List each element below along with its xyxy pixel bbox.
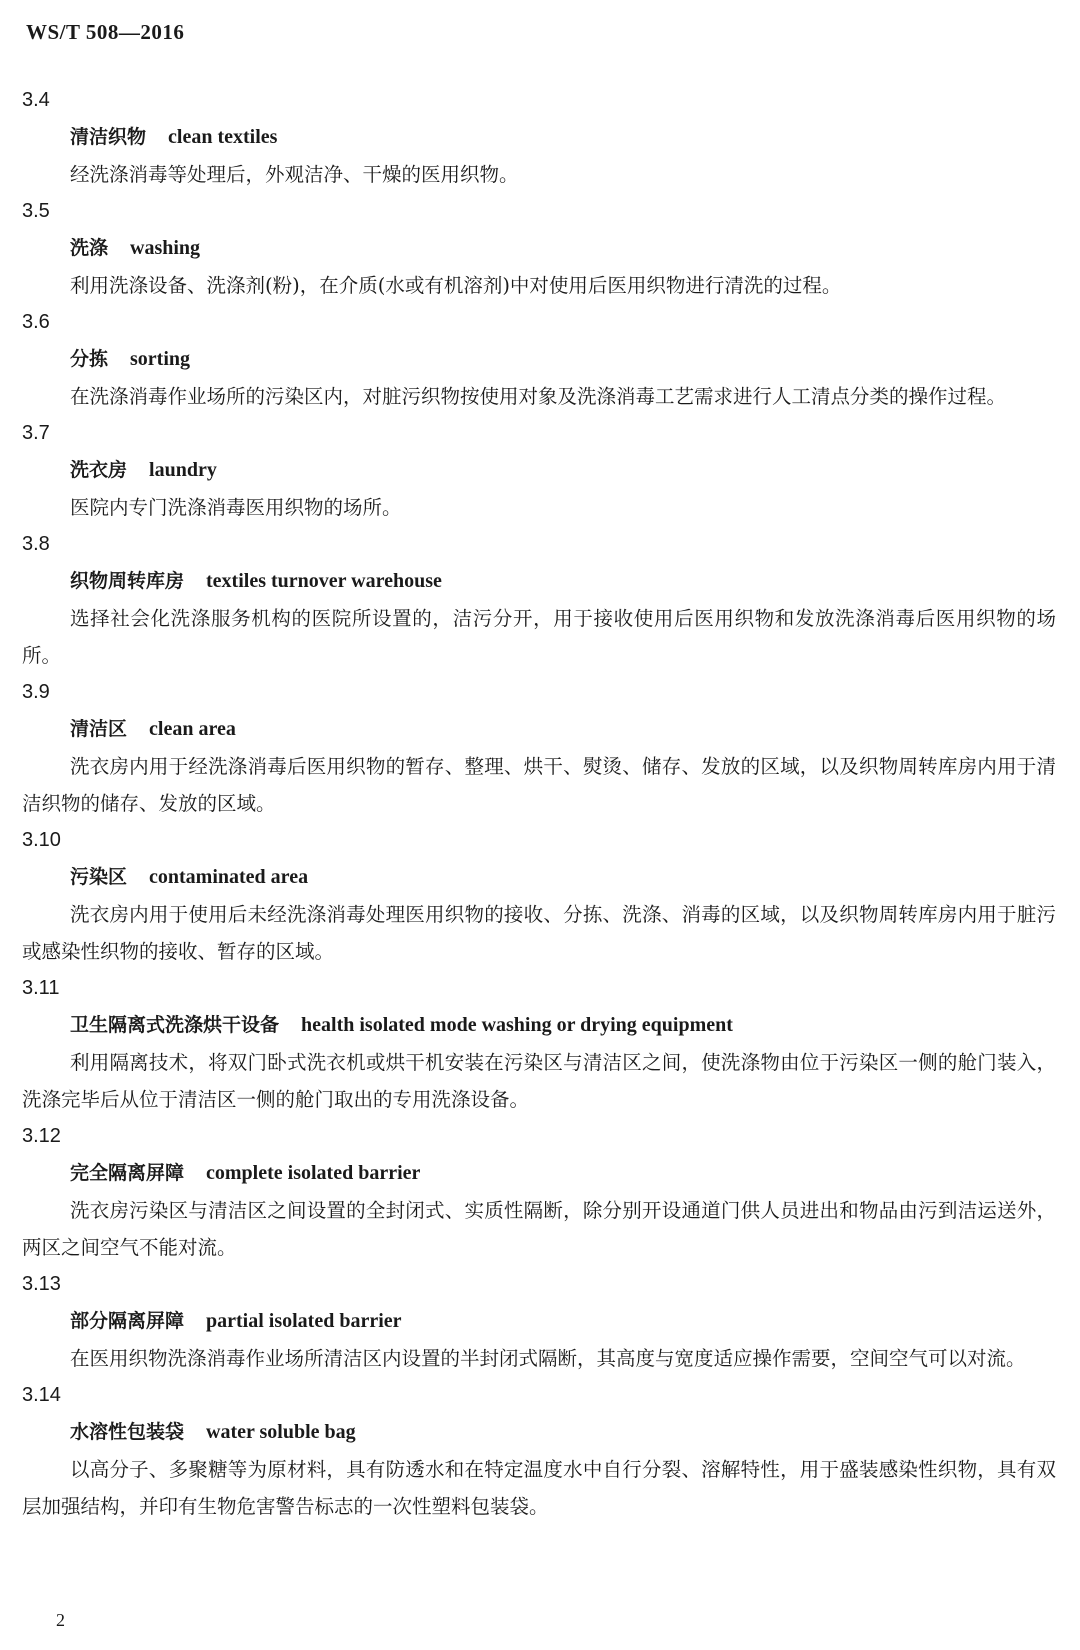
term-english: water soluble bag: [206, 1421, 356, 1443]
term-definitions: [0, 82, 1080, 1525]
term-definition: 洗衣房污染区与清洁区之间设置的全封闭式、实质性隔断，除分别开设通道门供人员进出和物品由污到洁运送外，两区之间空气不能对流。: [22, 1199, 1056, 1259]
term-chinese: 洗衣房: [70, 459, 128, 481]
term-english: washing: [130, 237, 201, 259]
term-entry: [0, 1266, 1080, 1377]
term-english: textiles turnover warehouse: [206, 570, 442, 592]
standard-code: WS/T 508—2016: [26, 20, 185, 44]
term-definition: 经洗涤消毒等处理后，外观洁净、干燥的医用织物。: [70, 163, 519, 186]
clause-number: 3.11: [22, 977, 60, 999]
term-chinese: 水溶性包装袋: [70, 1421, 185, 1443]
term-heading: [70, 1007, 1080, 1044]
page-number: 2: [56, 1610, 65, 1630]
term-chinese: 部分隔离屏障: [70, 1310, 185, 1332]
clause-number: 3.5: [22, 200, 50, 222]
term-heading: [70, 341, 1080, 378]
term-chinese: 分拣: [70, 348, 109, 370]
clause-number: 3.12: [22, 1125, 61, 1147]
term-entry: [0, 1377, 1080, 1525]
term-entry: [0, 674, 1080, 822]
term-heading: [70, 452, 1080, 489]
term-definition: 洗衣房内用于经洗涤消毒后医用织物的暂存、整理、烘干、熨烫、储存、发放的区域，以及织物周转库房内用于清洁织物的储存、发放的区域。: [22, 755, 1056, 815]
clause-number: 3.9: [22, 681, 50, 703]
term-entry: [0, 415, 1080, 526]
clause-number: 3.7: [22, 422, 50, 444]
clause-number: 3.10: [22, 829, 61, 851]
term-definition: 医院内专门洗涤消毒医用织物的场所。: [70, 496, 402, 519]
term-definition: 以高分子、多聚糖等为原材料，具有防透水和在特定温度水中自行分裂、溶解特性，用于盛装感染性织物，具有双层加强结构，并印有生物危害警告标志的一次性塑料包装袋。: [22, 1458, 1056, 1518]
term-english: partial isolated barrier: [206, 1310, 402, 1332]
term-definition: 洗衣房内用于使用后未经洗涤消毒处理医用织物的接收、分拣、洗涤、消毒的区域，以及织物周转库房内用于脏污或感染性织物的接收、暂存的区域。: [22, 903, 1056, 963]
term-heading: [70, 230, 1080, 267]
term-chinese: 完全隔离屏障: [70, 1162, 185, 1184]
term-definition: 在洗涤消毒作业场所的污染区内，对脏污织物按使用对象及洗涤消毒工艺需求进行人工清点分类的操作过程。: [70, 385, 1007, 408]
term-heading: [70, 119, 1080, 156]
term-english: clean area: [149, 718, 236, 740]
term-english: laundry: [149, 459, 217, 481]
term-entry: [0, 822, 1080, 970]
term-entry: [0, 970, 1080, 1118]
term-definition: 利用隔离技术，将双门卧式洗衣机或烘干机安装在污染区与清洁区之间，使洗涤物由位于污染区一侧的舱门装入，洗涤完毕后从位于清洁区一侧的舱门取出的专用洗涤设备。: [22, 1051, 1056, 1111]
term-english: complete isolated barrier: [206, 1162, 421, 1184]
clause-number: 3.14: [22, 1384, 61, 1406]
term-definition: 在医用织物洗涤消毒作业场所清洁区内设置的半封闭式隔断，其高度与宽度适应操作需要，空间空气可以对流。: [70, 1347, 1026, 1370]
term-chinese: 污染区: [70, 866, 128, 888]
term-english: sorting: [130, 348, 191, 370]
term-chinese: 清洁织物: [70, 126, 147, 148]
term-english: health isolated mode washing or drying equipment: [301, 1014, 733, 1036]
clause-number: 3.8: [22, 533, 50, 555]
term-heading: [70, 1303, 1080, 1340]
term-heading: [70, 711, 1080, 748]
term-heading: [70, 859, 1080, 896]
clause-number: 3.4: [22, 89, 50, 111]
term-entry: [0, 526, 1080, 674]
clause-number: 3.13: [22, 1273, 61, 1295]
term-entry: [0, 193, 1080, 304]
term-definition: 利用洗涤设备、洗涤剂(粉)，在介质(水或有机溶剂)中对使用后医用织物进行清洗的过程。: [70, 274, 842, 297]
term-heading: [70, 1414, 1080, 1451]
term-chinese: 清洁区: [70, 718, 128, 740]
term-heading: [70, 563, 1080, 600]
term-entry: [0, 82, 1080, 193]
term-english: clean textiles: [168, 126, 278, 148]
term-chinese: 织物周转库房: [70, 570, 185, 592]
term-heading: [70, 1155, 1080, 1192]
term-chinese: 卫生隔离式洗涤烘干设备: [70, 1014, 280, 1036]
clause-number: 3.6: [22, 311, 50, 333]
term-entry: [0, 304, 1080, 415]
term-english: contaminated area: [149, 866, 309, 888]
term-entry: [0, 1118, 1080, 1266]
term-definition: 选择社会化洗涤服务机构的医院所设置的，洁污分开，用于接收使用后医用织物和发放洗涤消毒后医用织物的场所。: [22, 607, 1056, 667]
term-chinese: 洗涤: [70, 237, 109, 259]
